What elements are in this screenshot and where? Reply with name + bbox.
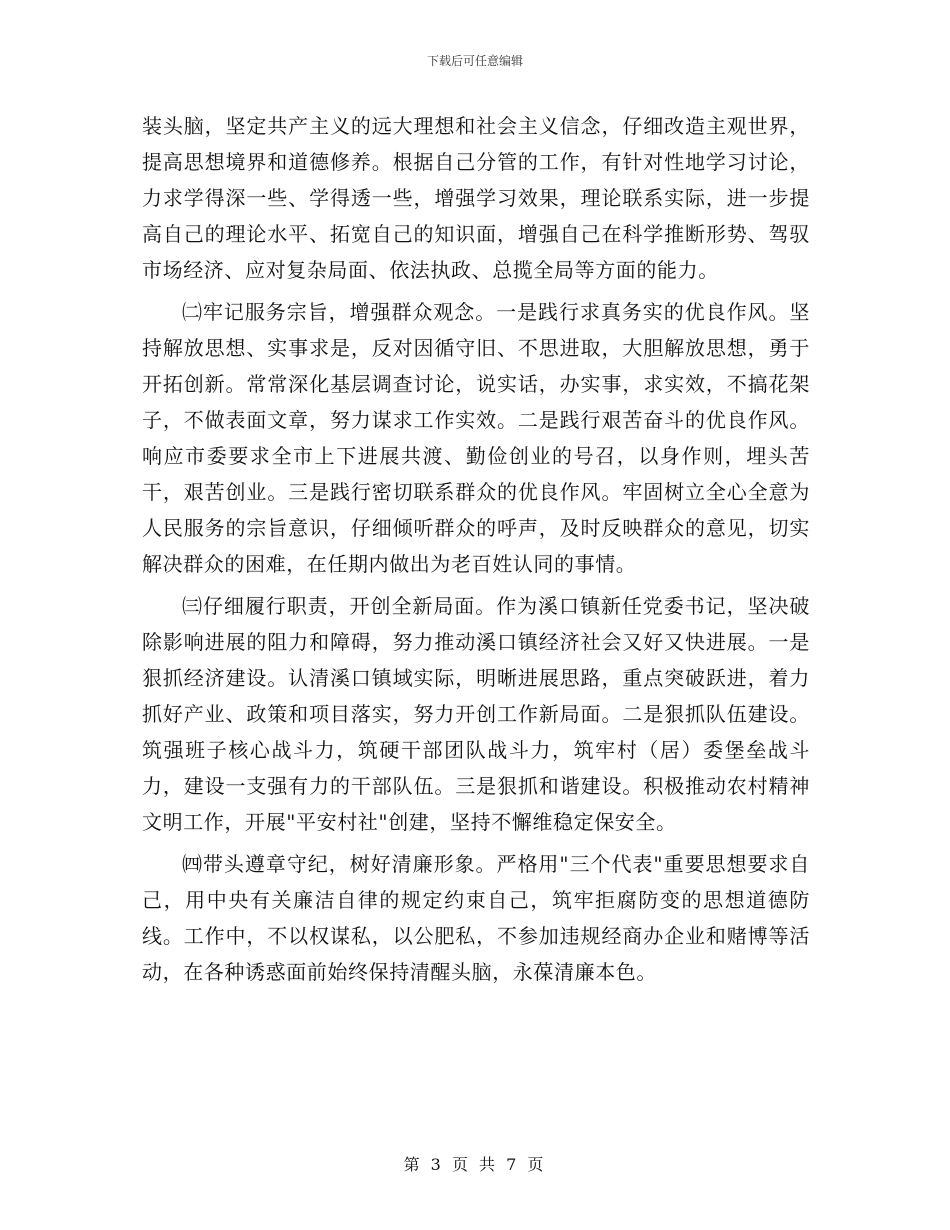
- page-header: 下载后可任意编辑: [426, 54, 523, 68]
- paragraph-2: ㈡牢记服务宗旨，增强群众观念。一是践行求真务实的优良作风。坚持解放思想、实事求是，反对因循守旧、不思进取，大胆解放思想，勇于开拓创新。常常深化基层调查讨论，说实话，办实事，求实效，不搞花架子，不做表面文章，努力谋求工作实效。二是践行艰苦奋斗的优良作风。响应市委要求全市上下进展共渡、勤俭创业的号召，以身作则，埋头苦干，艰苦创业。三是践行密切联系群众的优良作风。牢固树立全心全意为人民服务的宗旨意识，仔细倾听群众的呼声，及时反映群众的意见，切实解决群众的困难，在任期内做出为老百姓认同的事情。: [142, 300, 810, 576]
- page-number: 第 3 页 共 7 页: [403, 1155, 547, 1174]
- paragraph-1: 装头脑，坚定共产主义的远大理想和社会主义信念，仔细改造主观世界，提高思想境界和道德修养。根据自己分管的工作，有针对性地学习讨论，力求学得深一些、学得透一些，增强学习效果，理论联系实际，进一步提高自己的理论水平、拓宽自己的知识面，增强自己在科学推断形势、驾驭市场经济、应对复杂局面、依法执政、总揽全局等方面的能力。: [142, 114, 810, 282]
- document-body: [142, 108, 810, 990]
- paragraph-4: ㈣带头遵章守纪，树好清廉形象。严格用"三个代表"重要思想要求自己，用中央有关廉洁自律的规定约束自己，筑牢拒腐防变的思想道德防线。工作中，不以权谋私，以公肥私，不参加违规经商办企业和赌博等活动，在各种诱惑面前始终保持清醒头脑，永葆清廉本色。: [142, 852, 810, 984]
- paragraph-3: ㈢仔细履行职责，开创全新局面。作为溪口镇新任党委书记，坚决破除影响进展的阻力和障碍，努力推动溪口镇经济社会又好又快进展。一是狠抓经济建设。认清溪口镇域实际，明晰进展思路，重点突破跃进，着力抓好产业、政策和项目落实，努力开创工作新局面。二是狠抓队伍建设。筑强班子核心战斗力，筑硬干部团队战斗力，筑牢村（居）委堡垒战斗力，建设一支强有力的干部队伍。三是狠抓和谐建设。积极推动农村精神文明工作，开展"平安村社"创建，坚持不懈维稳定保安全。: [142, 594, 810, 834]
